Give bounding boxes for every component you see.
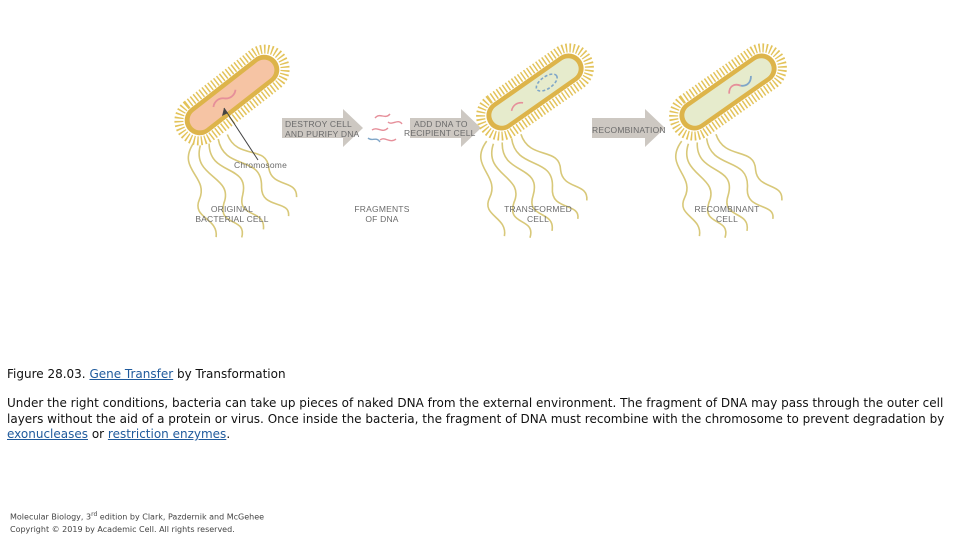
exonucleases-link[interactable]: exonucleases <box>7 427 89 441</box>
chromosome-pointer <box>224 108 258 160</box>
original-cell-label: ORIGINAL <box>210 204 254 214</box>
svg-text:AND PURIFY DNA: AND PURIFY DNA <box>285 129 360 139</box>
transformed-label: TRANSFORMED <box>504 204 572 214</box>
figure-caption <box>7 366 957 443</box>
copyright-footer <box>10 509 264 536</box>
svg-text:BACTERIAL CELL: BACTERIAL CELL <box>195 214 269 224</box>
chromosome-label: Chromosome <box>234 160 288 170</box>
svg-text:RECIPIENT CELL: RECIPIENT CELL <box>404 128 476 138</box>
destroy-label: DESTROY CELL <box>285 119 352 129</box>
caption-title: Figure 28.03. Gene Transfer by Transformation <box>7 367 286 381</box>
recombinant-label: RECOMBINANT <box>694 204 760 214</box>
svg-text:CELL: CELL <box>526 214 550 224</box>
caption-body: Under the right conditions, bacteria can take up pieces of naked DNA from the external environment. The fragment of DNA may pass through the outer cell layers without the aid of a protein or virus. Once inside the bacteria, the fragment of DNA must recombine with the chromosome to prevent degradation by exonucleases or restriction enzymes. <box>7 396 945 441</box>
dna-fragments <box>368 114 402 142</box>
add-dna-label: ADD DNA TO <box>414 119 468 129</box>
svg-text:OF DNA: OF DNA <box>365 214 399 224</box>
gene-transfer-link[interactable]: Gene Transfer <box>89 367 174 381</box>
copyright-line: Copyright © 2019 by Academic Cell. All rights reserved. <box>10 524 235 534</box>
fragments-label: FRAGMENTS <box>354 204 410 214</box>
recombination-label: RECOMBINATION <box>592 125 666 135</box>
book-citation: Molecular Biology, 3rd edition by Clark, Pazdernik and McGehee <box>10 511 265 522</box>
restriction-enzymes-link[interactable]: restriction enzymes <box>107 427 227 441</box>
svg-text:CELL: CELL <box>715 214 739 224</box>
transformation-diagram <box>0 0 960 240</box>
